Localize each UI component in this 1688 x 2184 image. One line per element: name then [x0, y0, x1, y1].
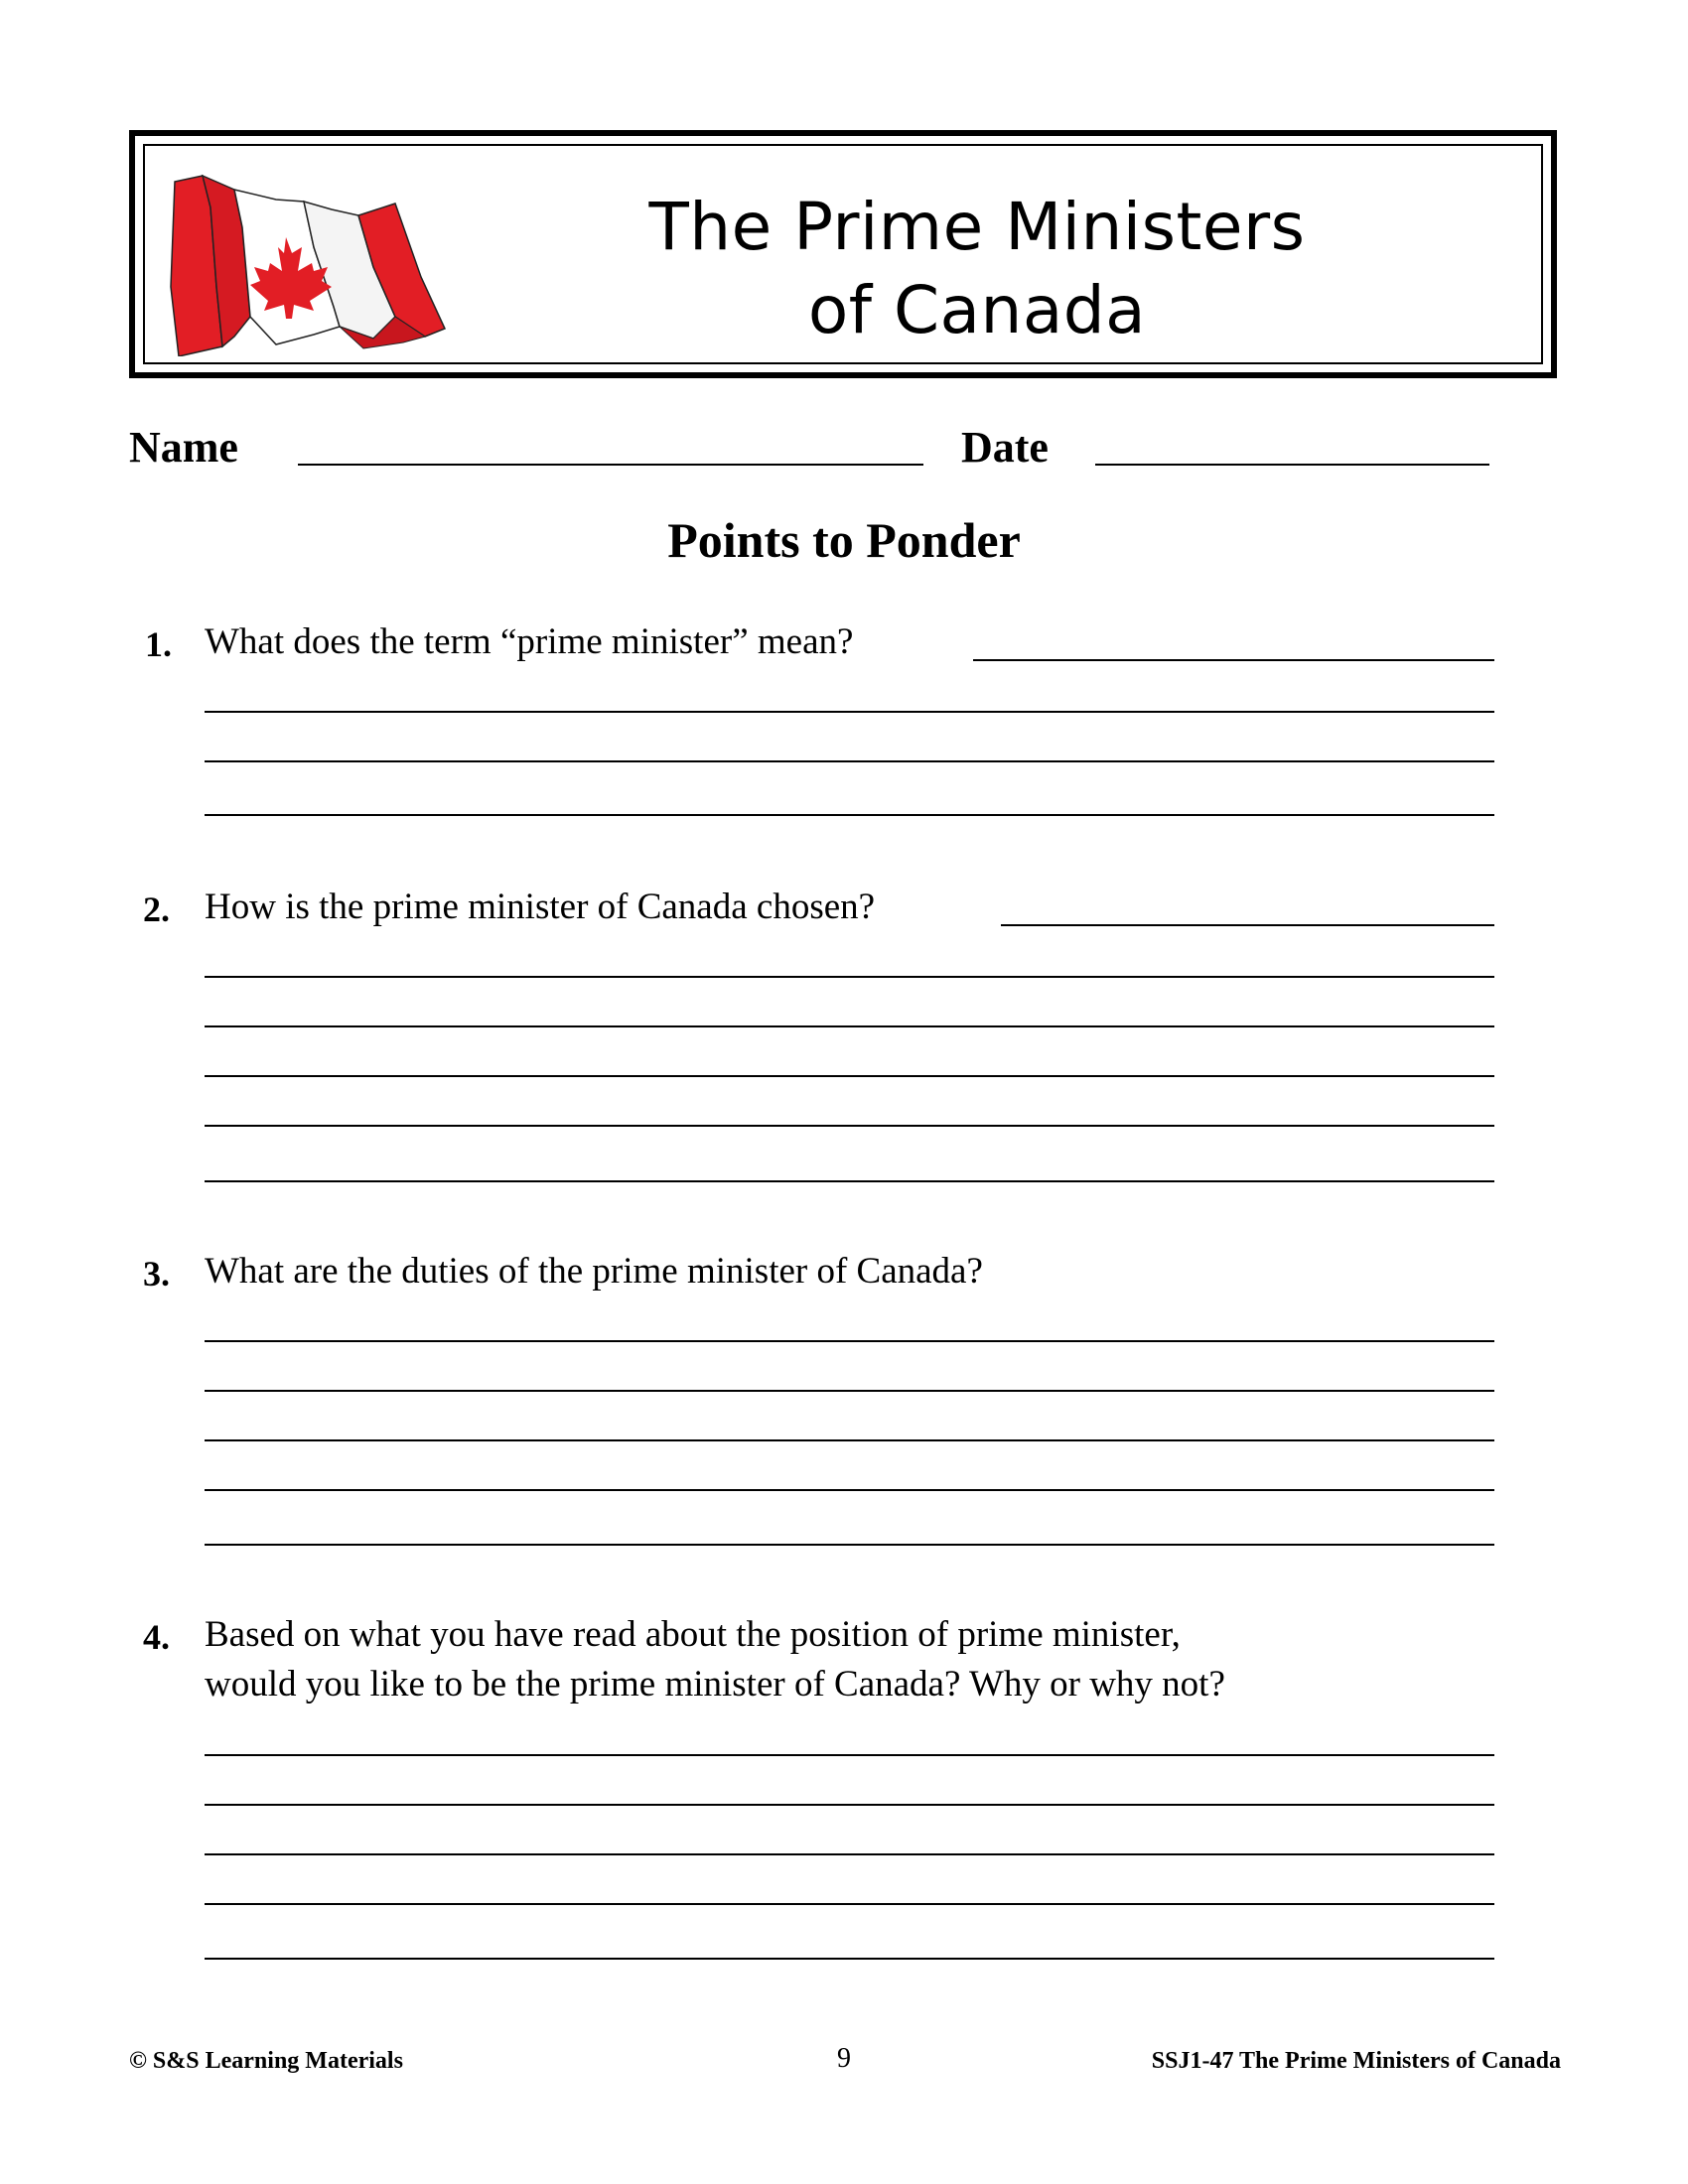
question-number: 3. [143, 1254, 170, 1294]
answer-line[interactable] [205, 814, 1494, 816]
name-label: Name [129, 423, 238, 472]
answer-line[interactable] [205, 1489, 1494, 1491]
page-title-line-1: The Prime Ministers [648, 189, 1306, 265]
question-text [205, 1610, 1225, 1709]
page-title [473, 186, 1481, 352]
question-text [205, 1247, 983, 1297]
answer-line[interactable] [205, 1754, 1494, 1756]
date-label: Date [961, 423, 1049, 472]
answer-line[interactable] [205, 1853, 1494, 1855]
answer-line[interactable] [205, 1180, 1494, 1182]
title-banner-inner-border [143, 144, 1543, 364]
question-text [205, 883, 875, 932]
answer-line[interactable] [205, 760, 1494, 762]
answer-line[interactable] [205, 1544, 1494, 1546]
question-text-line: would you like to be the prime minister of Canada? Why or why not? [205, 1664, 1225, 1705]
answer-line[interactable] [205, 976, 1494, 978]
page-title-line-2: of Canada [807, 272, 1147, 348]
answer-line[interactable] [205, 1439, 1494, 1441]
answer-line[interactable] [205, 1390, 1494, 1392]
answer-line-inline[interactable] [1001, 924, 1494, 926]
answer-line[interactable] [205, 1340, 1494, 1342]
page-number: 9 [837, 2043, 851, 2074]
answer-line[interactable] [205, 1958, 1494, 1960]
answer-line[interactable] [205, 1804, 1494, 1806]
answer-line[interactable] [205, 1075, 1494, 1077]
answer-line[interactable] [205, 1025, 1494, 1027]
title-banner [129, 130, 1557, 378]
question-text-line: How is the prime minister of Canada chosen? [205, 887, 876, 927]
footer-copyright: © S&S Learning Materials [129, 2048, 403, 2074]
question-text-line: Based on what you have read about the position of prime minister, [205, 1614, 1181, 1655]
question-text-line: What does the term “prime minister” mean? [205, 621, 854, 662]
question-text-line: What are the duties of the prime minister of Canada? [205, 1251, 983, 1292]
section-heading: Points to Ponder [667, 512, 1021, 568]
date-field[interactable] [1095, 464, 1489, 466]
question-text [205, 617, 853, 667]
question-number: 1. [145, 624, 172, 664]
name-field[interactable] [298, 464, 923, 466]
answer-line-inline[interactable] [973, 659, 1494, 661]
answer-line[interactable] [205, 711, 1494, 713]
question-number: 2. [143, 889, 170, 929]
footer-book-title: SSJ1-47 The Prime Ministers of Canada [1151, 2048, 1561, 2074]
canada-flag-icon [165, 168, 453, 356]
answer-line[interactable] [205, 1125, 1494, 1127]
answer-line[interactable] [205, 1903, 1494, 1905]
question-number: 4. [143, 1617, 170, 1657]
